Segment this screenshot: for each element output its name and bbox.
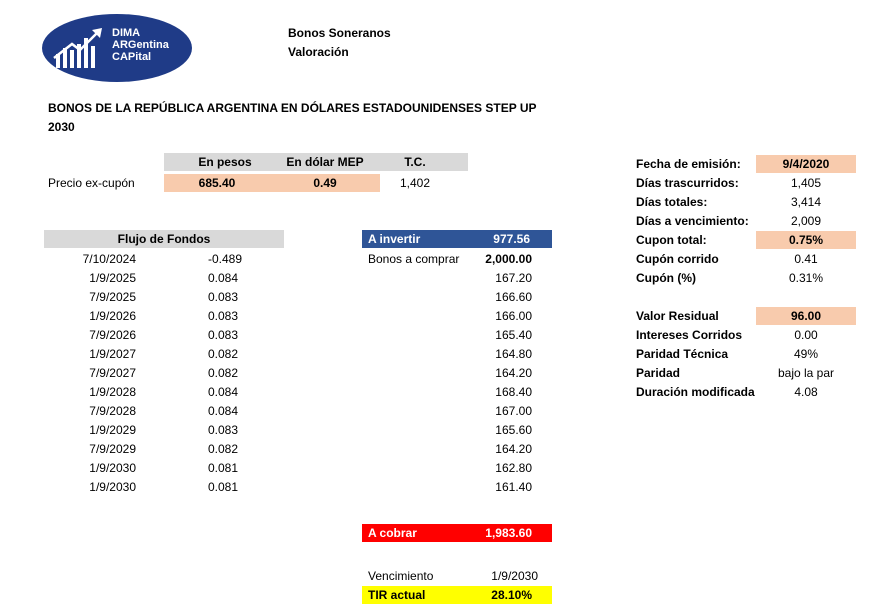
duracion-value: 4.08 bbox=[794, 385, 818, 399]
vencimiento-label: Vencimiento bbox=[368, 569, 434, 583]
page-title-line2: 2030 bbox=[48, 120, 75, 134]
flujo-date: 1/9/2025 bbox=[89, 271, 136, 285]
a-invertir-bar bbox=[362, 230, 552, 248]
price-tc: 1,402 bbox=[399, 176, 431, 190]
fecha-emision-label: Fecha de emisión: bbox=[636, 157, 741, 171]
amount-cell: 165.60 bbox=[495, 423, 532, 437]
col-header-tc: T.C. bbox=[404, 155, 426, 169]
paridad-value: bajo la par bbox=[777, 366, 835, 380]
flujo-date: 7/9/2027 bbox=[89, 366, 136, 380]
flujo-date: 1/9/2026 bbox=[89, 309, 136, 323]
cupon-corrido-value: 0.41 bbox=[794, 252, 818, 266]
dias-totales-value: 3,414 bbox=[790, 195, 822, 209]
flujo-value: 0.081 bbox=[208, 480, 239, 494]
flujo-date: 1/9/2030 bbox=[89, 480, 136, 494]
flujo-date: 1/9/2028 bbox=[89, 385, 136, 399]
flujo-date: 7/9/2029 bbox=[89, 442, 136, 456]
intereses-value: 0.00 bbox=[794, 328, 818, 342]
logo-text-line2: ARGentina bbox=[112, 39, 169, 51]
flujo-value: 0.084 bbox=[208, 404, 239, 418]
flujo-date: 1/9/2029 bbox=[89, 423, 136, 437]
flujo-date: 1/9/2027 bbox=[89, 347, 136, 361]
amount-cell: 161.40 bbox=[495, 480, 532, 494]
cupon-pct-value: 0.31% bbox=[788, 271, 824, 285]
flujo-value: 0.082 bbox=[208, 347, 239, 361]
cupon-corrido-label: Cupón corrido bbox=[636, 252, 719, 266]
flujo-value: 0.083 bbox=[208, 290, 239, 304]
flujo-value: -0.489 bbox=[208, 252, 243, 266]
logo-text-line1: DIMA bbox=[112, 27, 141, 39]
tir-bar bbox=[362, 586, 552, 604]
a-cobrar-label: A cobrar bbox=[368, 526, 417, 540]
dias-trascurridos-label: Días trascurridos: bbox=[636, 176, 739, 190]
amount-cell: 164.20 bbox=[495, 442, 532, 456]
fecha-emision-value: 9/4/2020 bbox=[756, 155, 856, 173]
cupon-pct-label: Cupón (%) bbox=[636, 271, 696, 285]
amount-cell: 168.40 bbox=[495, 385, 532, 399]
duracion-label: Duración modificada bbox=[636, 385, 755, 399]
a-invertir-value: 977.56 bbox=[493, 232, 530, 246]
amount-cell: 164.80 bbox=[495, 347, 532, 361]
a-invertir-label: A invertir bbox=[368, 232, 421, 246]
amount-cell: 167.20 bbox=[495, 271, 532, 285]
amount-cell: 167.00 bbox=[495, 404, 532, 418]
a-cobrar-value: 1,983.60 bbox=[485, 526, 532, 540]
amount-cell: 166.00 bbox=[495, 309, 532, 323]
flujo-value: 0.083 bbox=[208, 309, 239, 323]
amount-cell: 162.80 bbox=[495, 461, 532, 475]
cupon-total-label: Cupon total: bbox=[636, 233, 707, 247]
flujo-value: 0.084 bbox=[208, 271, 239, 285]
flujo-value: 0.084 bbox=[208, 385, 239, 399]
valor-residual-value: 96.00 bbox=[756, 307, 856, 325]
company-logo bbox=[42, 14, 192, 82]
flujo-value: 0.083 bbox=[208, 423, 239, 437]
price-pesos: 685.40 bbox=[164, 174, 270, 192]
flujo-value: 0.083 bbox=[208, 328, 239, 342]
flujo-date: 7/10/2024 bbox=[82, 252, 136, 266]
a-cobrar-bar bbox=[362, 524, 552, 542]
dias-vencimiento-label: Días a vencimiento: bbox=[636, 214, 749, 228]
tir-label: TIR actual bbox=[368, 588, 426, 602]
flujo-header: Flujo de Fondos bbox=[44, 230, 284, 248]
dias-totales-label: Días totales: bbox=[636, 195, 708, 209]
amount-cell: 165.40 bbox=[495, 328, 532, 342]
flujo-value: 0.081 bbox=[208, 461, 239, 475]
paridad-tecnica-value: 49% bbox=[793, 347, 819, 361]
bar-chart-arrow-icon bbox=[52, 24, 108, 72]
price-row-label: Precio ex-cupón bbox=[48, 176, 135, 190]
flujo-date: 7/9/2025 bbox=[89, 290, 136, 304]
bonos-value: 2,000.00 bbox=[485, 252, 532, 266]
tir-value: 28.10% bbox=[491, 588, 532, 602]
cupon-total-value: 0.75% bbox=[756, 231, 856, 249]
flujo-value: 0.082 bbox=[208, 442, 239, 456]
amount-cell: 164.20 bbox=[495, 366, 532, 380]
page-title-line1: BONOS DE LA REPÚBLICA ARGENTINA EN DÓLARES ESTADOUNIDENSES STEP UP bbox=[48, 101, 537, 115]
vencimiento-value: 1/9/2030 bbox=[491, 569, 538, 583]
flujo-date: 1/9/2030 bbox=[89, 461, 136, 475]
bonos-label: Bonos a comprar bbox=[368, 252, 460, 266]
dias-vencimiento-value: 2,009 bbox=[790, 214, 822, 228]
flujo-value: 0.082 bbox=[208, 366, 239, 380]
price-mep: 0.49 bbox=[270, 174, 380, 192]
col-header-pesos: En pesos bbox=[198, 155, 252, 169]
header-line2: Valoración bbox=[288, 45, 349, 59]
paridad-label: Paridad bbox=[636, 366, 681, 380]
valor-residual-label: Valor Residual bbox=[636, 309, 719, 323]
dias-trascurridos-value: 1,405 bbox=[790, 176, 822, 190]
amount-cell: 166.60 bbox=[495, 290, 532, 304]
header-line1: Bonos Soneranos bbox=[288, 26, 391, 40]
flujo-date: 7/9/2028 bbox=[89, 404, 136, 418]
logo-text-line3: CAPital bbox=[112, 51, 152, 63]
paridad-tecnica-label: Paridad Técnica bbox=[636, 347, 729, 361]
flujo-date: 7/9/2026 bbox=[89, 328, 136, 342]
col-header-mep: En dólar MEP bbox=[286, 155, 364, 169]
intereses-label: Intereses Corridos bbox=[636, 328, 743, 342]
